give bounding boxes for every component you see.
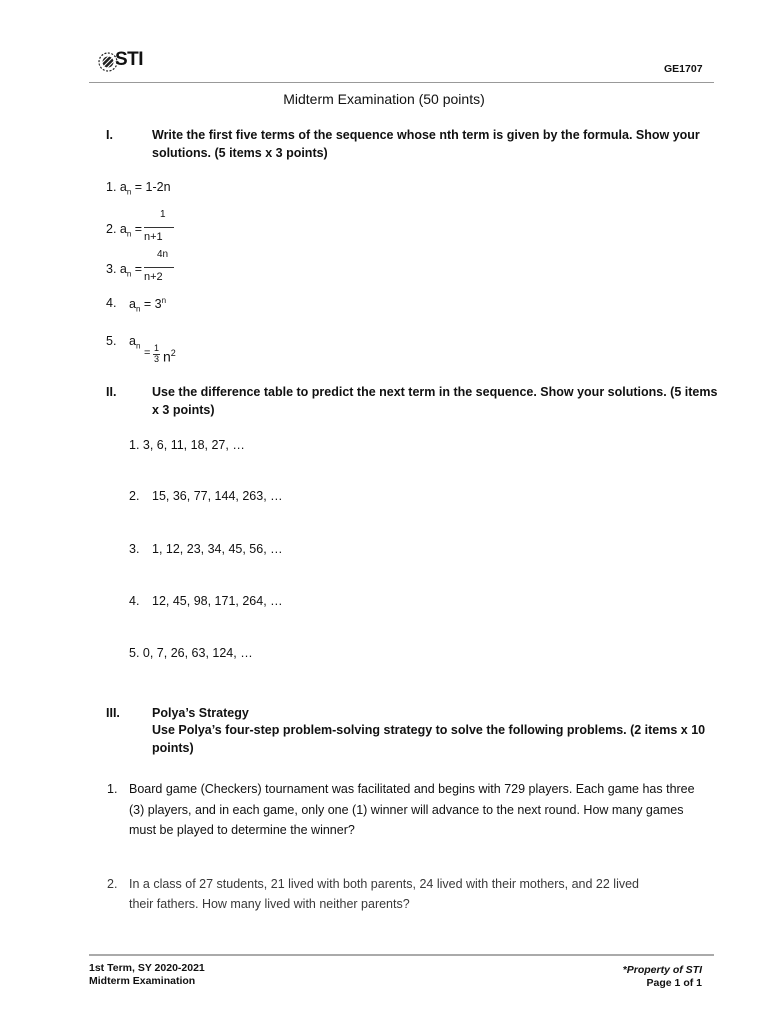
part2-numeral: II.: [106, 385, 117, 399]
part1-item2: 2. $a_n$ =: [106, 222, 143, 239]
item2-numerator: 1: [160, 209, 166, 220]
part2-instruction-line2: x 3 points): [152, 403, 215, 417]
problem1-number: 1.: [107, 782, 118, 796]
part2-item5: 5. 0, 7, 26, 63, 124, …: [129, 646, 253, 660]
item5-n: $n^2$: [163, 348, 176, 365]
problem2-number: 2.: [107, 877, 118, 891]
course-code: GE1707: [664, 63, 703, 75]
footer-exam-name: Midterm Examination: [89, 975, 196, 987]
part1-numeral: I.: [106, 128, 113, 142]
part1-instruction-line2: solutions. (5 items x 3 points): [152, 146, 328, 160]
problem2-line2: their fathers. How many lived with neither parents?: [129, 897, 410, 911]
item3-denominator: n+2: [144, 271, 163, 283]
problem1-line2: (3) players, and in each game, only one (1) winner will advance to the next round. How many games: [129, 803, 684, 817]
part2-item3: 1, 12, 23, 34, 45, 56, …: [152, 542, 283, 556]
part2-item4-number: 4.: [129, 594, 140, 608]
part3-heading: Polya’s Strategy: [152, 706, 249, 720]
part2-item1: 1. 3, 6, 11, 18, 27, …: [129, 438, 245, 452]
part3-instruction-line2: points): [152, 741, 194, 755]
item5-frac-numerator: 1: [154, 343, 160, 353]
part1-item1: 1. $a_n = 1-2n$: [106, 180, 171, 197]
problem1-line3: must be played to determine the winner?: [129, 823, 355, 837]
part2-instruction-line1: Use the difference table to predict the next term in the sequence. Show your solutions. (5 items: [152, 385, 718, 399]
footer-page-number: Page 1 of 1: [646, 977, 702, 989]
part2-item2-number: 2.: [129, 489, 140, 503]
sti-logo: [97, 49, 147, 75]
logo-text: STI: [115, 49, 144, 70]
part2-item2: 15, 36, 77, 144, 263, …: [152, 489, 283, 503]
footer-property: *Property of STI: [622, 964, 702, 976]
problem1-line1: Board game (Checkers) tournament was facilitated and begins with 729 players. Each game has three: [129, 782, 695, 796]
item3-fraction-bar: [144, 267, 174, 268]
item2-fraction-bar: [144, 227, 174, 228]
part1-item3: 3. $a_n$ =: [106, 262, 143, 279]
problem2-line1: In a class of 27 students, 21 lived with both parents, 24 lived with their mothers, and 22 lived: [129, 877, 640, 891]
part1-item4: $a_n = 3^n$: [129, 296, 167, 314]
part3-instruction-line1: Use Polya’s four-step problem-solving strategy to solve the following problems. (2 items x 10: [152, 723, 706, 737]
footer-term: 1st Term, SY 2020-2021: [89, 962, 205, 974]
part1-item5-number: 5.: [106, 334, 117, 348]
footer-divider: [89, 954, 714, 956]
part2-item4: 12, 45, 98, 171, 264, …: [152, 594, 283, 608]
page-title: Midterm Examination (50 points): [283, 91, 485, 107]
part1-item4-number: 4.: [106, 296, 117, 310]
part1-instruction-line1: Write the first five terms of the sequence whose nth term is given by the formula. Show your: [152, 128, 700, 142]
part1-item5-a: $a_n$: [129, 334, 141, 351]
item2-denominator: n+1: [144, 231, 163, 243]
item3-numerator: 4n: [157, 249, 169, 260]
item5-equals: =: [144, 347, 151, 359]
item5-frac-denominator: 3: [154, 354, 160, 364]
header-divider: [89, 82, 714, 83]
part2-item3-number: 3.: [129, 542, 140, 556]
part3-numeral: III.: [106, 706, 120, 720]
